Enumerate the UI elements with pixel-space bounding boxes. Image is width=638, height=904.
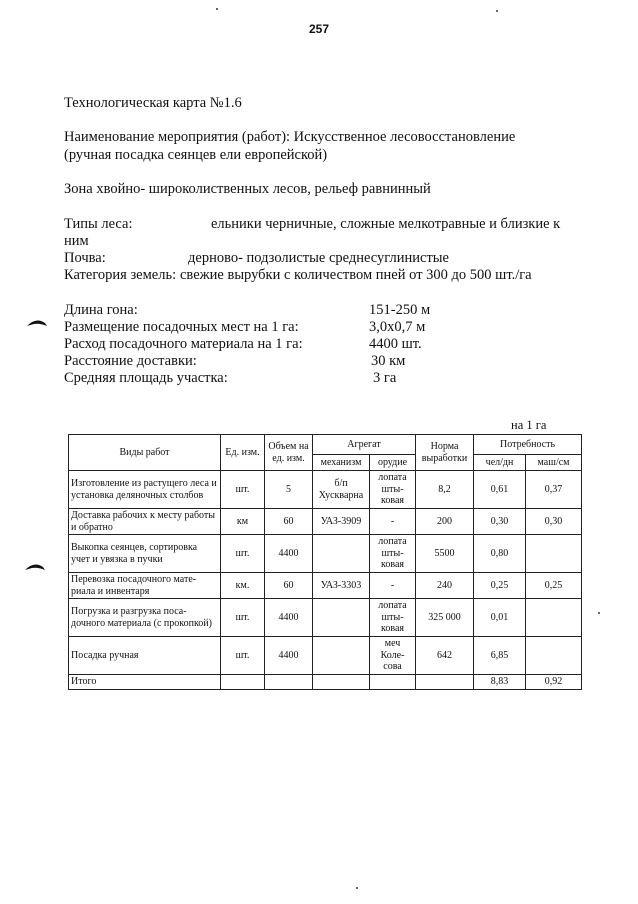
cell-norm: 5500 <box>416 535 474 573</box>
scan-speck <box>356 887 358 889</box>
cell-norm: 325 000 <box>416 599 474 637</box>
cell-tool: лопата шты-ковая <box>370 471 416 509</box>
header-need: Потребность <box>474 435 582 455</box>
table-row <box>69 535 582 573</box>
cell-mechanism: УАЗ-3909 <box>313 509 370 535</box>
cell-work: Перевозка посадочного мате-риала и инвентаря <box>69 573 221 599</box>
cell-mechanism <box>313 535 370 573</box>
cell-machine-shifts <box>526 637 582 675</box>
forest-types-continued: ним <box>64 233 89 249</box>
param-value: 30 км <box>371 353 406 369</box>
cell-machine-shifts: 0,37 <box>526 471 582 509</box>
cell-unit: шт. <box>221 637 265 675</box>
param-value: 151-250 м <box>369 302 431 318</box>
cell-machine-shifts <box>526 599 582 637</box>
cell-person-days: 0,80 <box>474 535 526 573</box>
forest-types-value: ельники черничные, сложные мелкотравные и близкие к <box>211 216 561 232</box>
cell-tool: лопата шты-ковая <box>370 599 416 637</box>
cell-tool: лопата шты-ковая <box>370 535 416 573</box>
cell-mechanism <box>313 637 370 675</box>
header-mechanism: механизм <box>313 455 370 471</box>
cell-work: Доставка рабочих к месту работы и обратно <box>69 509 221 535</box>
param-label: Расход посадочного материала на 1 га: <box>64 336 303 352</box>
header-tool: орудие <box>370 455 416 471</box>
page-number: 257 <box>308 22 330 36</box>
scan-mark-icon <box>24 562 46 572</box>
zone-line: Зона хвойно- широколиственных лесов, рельеф равнинный <box>64 181 431 197</box>
table-row <box>69 509 582 535</box>
event-line-2: (ручная посадка сеянцев ели европейской) <box>64 147 328 163</box>
scan-speck <box>598 612 600 614</box>
cell-person-days: 0,30 <box>474 509 526 535</box>
cell-norm: 642 <box>416 637 474 675</box>
table-row <box>69 599 582 637</box>
cell-tool: - <box>370 509 416 535</box>
param-value: 3,0х0,7 м <box>369 319 426 335</box>
cell-volume: 4400 <box>265 599 313 637</box>
event-line-1: Наименование мероприятия (работ): Искусственное лесовосстановление <box>64 129 516 145</box>
cell-unit: шт. <box>221 599 265 637</box>
works-table <box>68 434 582 690</box>
header-aggregate: Агрегат <box>313 435 416 455</box>
cell-machine-shifts: 0,30 <box>526 509 582 535</box>
cell-unit: км <box>221 509 265 535</box>
param-label: Размещение посадочных мест на 1 га: <box>64 319 299 335</box>
cell-work: Изготовление из растущего леса и установка деляночных столбов <box>69 471 221 509</box>
forest-types-label: Типы леса: <box>64 216 133 232</box>
cell-person-days: 6,85 <box>474 637 526 675</box>
cell-machine-shifts <box>526 535 582 573</box>
cell-total-person-days: 8,83 <box>474 675 526 690</box>
map-title: Технологическая карта №1.6 <box>64 95 242 111</box>
header-norm: Норма выработки <box>416 435 474 471</box>
cell-work: Погрузка и разгрузка поса-дочного материала (с прокопкой) <box>69 599 221 637</box>
param-label: Средняя площадь участка: <box>64 370 228 386</box>
param-value: 4400 шт. <box>369 336 422 352</box>
param-label: Длина гона: <box>64 302 138 318</box>
cell-norm: 240 <box>416 573 474 599</box>
cell-unit: км. <box>221 573 265 599</box>
cell-unit: шт. <box>221 535 265 573</box>
cell-volume: 60 <box>265 509 313 535</box>
cell-person-days: 0,61 <box>474 471 526 509</box>
table-row <box>69 471 582 509</box>
header-volume: Объем на ед. изм. <box>265 435 313 471</box>
cell-volume: 4400 <box>265 637 313 675</box>
cell-norm: 8,2 <box>416 471 474 509</box>
scan-mark-icon <box>26 318 48 328</box>
cell-norm: 200 <box>416 509 474 535</box>
scan-speck <box>496 10 498 12</box>
cell-tool: - <box>370 573 416 599</box>
cell-total-machine-shifts: 0,92 <box>526 675 582 690</box>
cell-mechanism: б/п Хускварна <box>313 471 370 509</box>
land-category-value: свежие вырубки с количеством пней от 300 до 500 шт./га <box>180 267 532 283</box>
header-work-types: Виды работ <box>69 435 221 471</box>
param-value: 3 га <box>373 370 397 386</box>
cell-volume: 4400 <box>265 535 313 573</box>
land-category-label: Категория земель: <box>64 267 177 283</box>
per-unit-note: на 1 га <box>511 418 547 432</box>
total-row <box>69 675 582 690</box>
table-row <box>69 573 582 599</box>
header-unit: Ед. изм. <box>221 435 265 471</box>
soil-label: Почва: <box>64 250 106 266</box>
table-row <box>69 637 582 675</box>
cell-tool: меч Коле-сова <box>370 637 416 675</box>
cell-volume: 5 <box>265 471 313 509</box>
scan-speck <box>216 8 218 10</box>
cell-mechanism <box>313 599 370 637</box>
cell-person-days: 0,01 <box>474 599 526 637</box>
cell-total-label: Итого <box>69 675 221 690</box>
cell-person-days: 0,25 <box>474 573 526 599</box>
cell-machine-shifts: 0,25 <box>526 573 582 599</box>
cell-mechanism: УАЗ-3303 <box>313 573 370 599</box>
cell-volume: 60 <box>265 573 313 599</box>
param-label: Расстояние доставки: <box>64 353 197 369</box>
cell-work: Посадка ручная <box>69 637 221 675</box>
cell-work: Выкопка сеянцев, сортировка учет и увязка в пучки <box>69 535 221 573</box>
cell-unit: шт. <box>221 471 265 509</box>
header-machine-shifts: маш/см <box>526 455 582 471</box>
soil-value: дерново- подзолистые среднесуглинистые <box>188 250 449 266</box>
header-person-days: чел/дн <box>474 455 526 471</box>
